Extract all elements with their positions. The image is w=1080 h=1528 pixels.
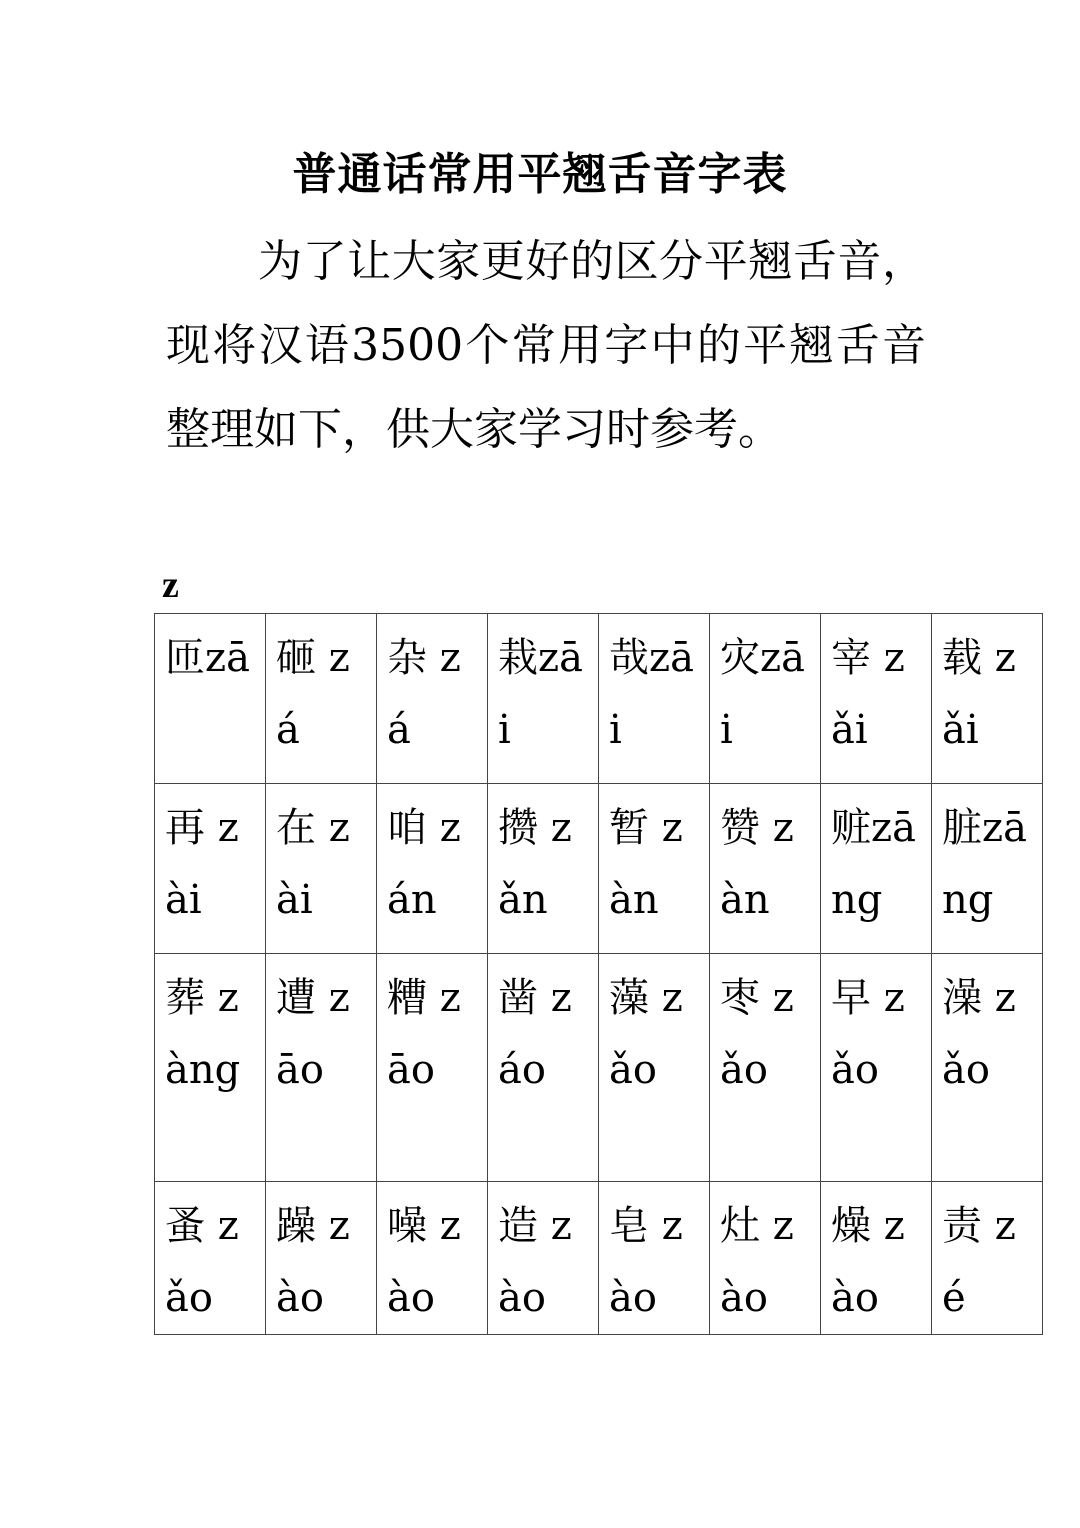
table-cell xyxy=(599,784,710,954)
cell-text: 早 zǎo xyxy=(831,975,905,1093)
table-cell xyxy=(266,954,377,1182)
table-cell xyxy=(377,614,488,784)
cell-text: 赃zāng xyxy=(831,805,916,923)
intro-paragraph: 为了让大家更好的区分平翘舌音，现将汉语3500个常用字中的平翘舌音整理如下，供大家学习时参考。 xyxy=(166,236,926,455)
cell-text: 在 zài xyxy=(276,805,350,923)
cell-text: 攒 zǎn xyxy=(498,805,572,923)
table-cell xyxy=(710,954,821,1182)
cell-text: 哉zāi xyxy=(609,635,694,753)
table-cell xyxy=(488,1182,599,1335)
table-cell xyxy=(155,614,266,784)
table-cell xyxy=(266,614,377,784)
table-cell xyxy=(155,784,266,954)
table-row xyxy=(155,954,1043,1182)
cell-text: 凿 záo xyxy=(498,975,572,1093)
table-cell xyxy=(377,1182,488,1335)
cell-text: 暂 zàn xyxy=(609,805,683,923)
table-cell xyxy=(710,614,821,784)
cell-text: 责 zé xyxy=(942,1203,1016,1321)
table-cell xyxy=(932,1182,1043,1335)
cell-text: 杂 zá xyxy=(387,635,461,753)
page-title: 普通话常用平翘舌音字表 xyxy=(292,149,788,200)
cell-text: 燥 zào xyxy=(831,1203,905,1321)
table-cell xyxy=(932,784,1043,954)
table-cell xyxy=(821,614,932,784)
table-row xyxy=(155,1182,1043,1335)
cell-text: 葬 zàng xyxy=(165,975,241,1093)
cell-text: 糟 zāo xyxy=(387,975,461,1093)
table-row xyxy=(155,614,1043,784)
table-cell xyxy=(932,614,1043,784)
table-cell xyxy=(488,784,599,954)
table-cell xyxy=(488,614,599,784)
cell-text: 澡 zǎo xyxy=(942,975,1016,1093)
table-cell xyxy=(710,1182,821,1335)
table-cell xyxy=(599,1182,710,1335)
cell-text: 赞 zàn xyxy=(720,805,794,923)
cell-text: 噪 zào xyxy=(387,1203,461,1321)
table-cell xyxy=(377,784,488,954)
cell-text: 灶 zào xyxy=(720,1203,794,1321)
cell-text: 栽zāi xyxy=(498,635,583,753)
cell-text: 遭 zāo xyxy=(276,975,350,1093)
cell-text: 灾zāi xyxy=(720,635,805,753)
cell-text: 宰 zǎi xyxy=(831,635,905,753)
table-row xyxy=(155,784,1043,954)
cell-text: 枣 zǎo xyxy=(720,975,794,1093)
cell-text: 匝zā xyxy=(165,635,250,681)
cell-text: 造 zào xyxy=(498,1203,572,1321)
table-cell xyxy=(377,954,488,1182)
table-cell xyxy=(266,1182,377,1335)
section-label: z xyxy=(162,564,179,606)
table-cell xyxy=(599,614,710,784)
table-cell xyxy=(155,1182,266,1335)
cell-text: 皂 zào xyxy=(609,1203,683,1321)
table-cell xyxy=(710,784,821,954)
table-cell xyxy=(821,784,932,954)
table-cell xyxy=(599,954,710,1182)
table-cell xyxy=(488,954,599,1182)
table-cell xyxy=(155,954,266,1182)
cell-text: 载 zǎi xyxy=(942,635,1016,753)
cell-text: 咱 zán xyxy=(387,805,461,923)
table-cell xyxy=(266,784,377,954)
cell-text: 再 zài xyxy=(165,805,239,923)
table-cell xyxy=(821,954,932,1182)
character-table xyxy=(154,613,1043,1335)
table-cell xyxy=(932,954,1043,1182)
cell-text: 脏zāng xyxy=(942,805,1027,923)
cell-text: 躁 zào xyxy=(276,1203,350,1321)
cell-text: 蚤 zǎo xyxy=(165,1203,239,1321)
table-cell xyxy=(821,1182,932,1335)
cell-text: 砸 zá xyxy=(276,635,350,753)
cell-text: 藻 zǎo xyxy=(609,975,683,1093)
